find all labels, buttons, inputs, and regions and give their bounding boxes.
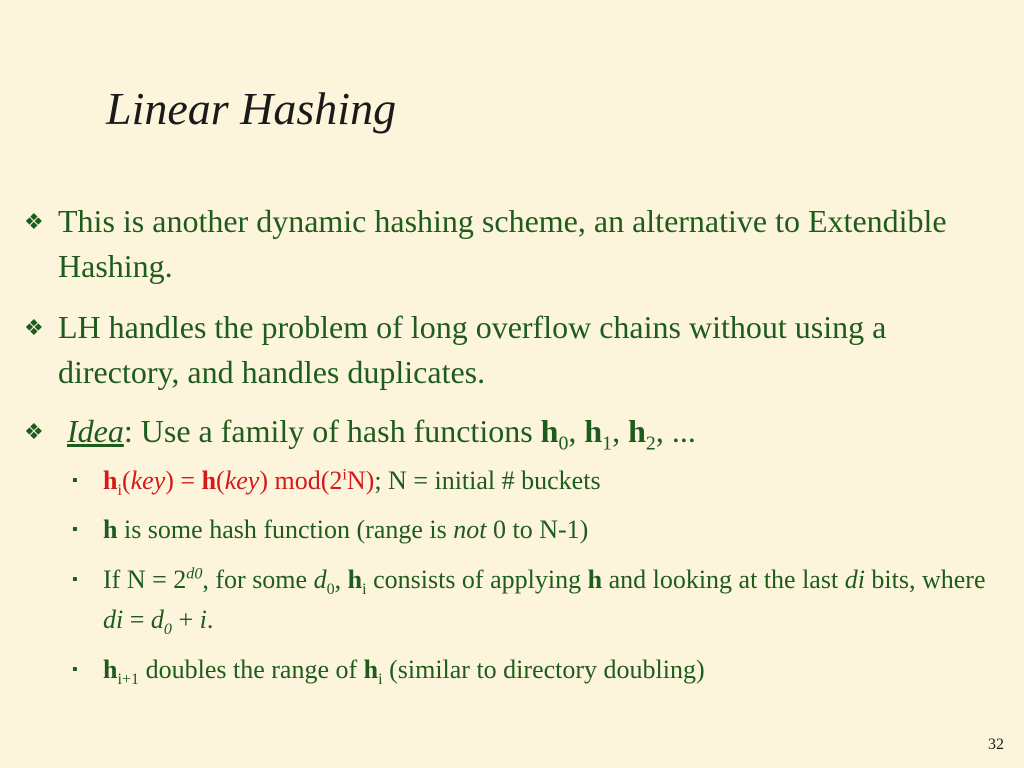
square-bullet-icon: ▪: [72, 472, 78, 489]
bullet-overflow-chains: [24, 305, 958, 395]
bullet-text: This is another dynamic hashing scheme, an alternative to Extendible Hashing.: [58, 203, 947, 284]
idea-label: Idea: [67, 413, 124, 449]
bullet-text: LH handles the problem of long overflow chains without using a directory, and handles duplicates.: [58, 309, 887, 390]
diamond-bullet-icon: ❖: [24, 419, 44, 444]
page-number: 32: [988, 736, 1004, 753]
bullet-dynamic-hashing: [24, 199, 958, 289]
square-bullet-icon: ▪: [72, 521, 78, 538]
subbullet-hash-function: ▪ h is some hash function (range is not 0 to N-1): [103, 510, 1008, 550]
subbullet-hash-definition: ▪ $h_i(key) = h(key)$ mod(2$^i$N); N = initial # buckets: [103, 461, 1008, 501]
slide-title: Linear Hashing: [106, 83, 397, 134]
square-bullet-icon: ▪: [72, 571, 78, 588]
square-bullet-icon: ▪: [72, 661, 78, 678]
subbullet-doubling: ▪ $h_{i+1}$ doubles the range of $h_i$ (similar to directory doubling): [103, 650, 1008, 690]
bullet-idea: ❖ Idea: Use a family of hash functions $h_0$, $h_1$, $h_2$, ...: [67, 409, 967, 454]
diamond-bullet-icon: ❖: [24, 315, 44, 340]
subbullet-bits: ▪ If $N = 2^{d0}$, for some $d_0$, $h_i$ consists of applying h and looking at the last di bits, where di = $d_0 + i$.: [103, 560, 1008, 640]
diamond-bullet-icon: ❖: [24, 209, 44, 234]
